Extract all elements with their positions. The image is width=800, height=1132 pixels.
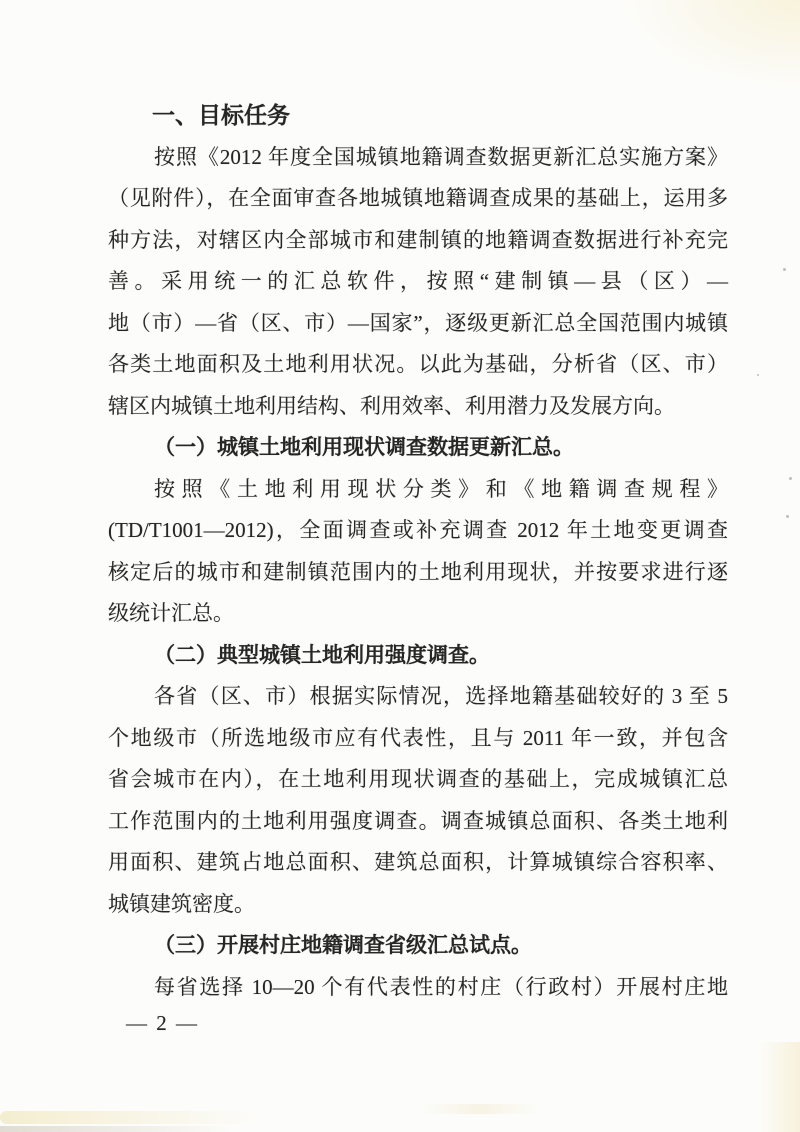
text-line: (TD/T1001—2012)，全面调查或补充调查 2012 年土地变更调查 <box>108 518 728 542</box>
subsection-heading: （一）城镇土地利用现状调查数据更新汇总。 <box>154 435 574 459</box>
text-line: 善。采用统一的汇总软件，按照“建制镇—县（区）— <box>108 269 728 293</box>
subsection-heading: （三）开展村庄地籍调查省级汇总试点。 <box>154 933 532 957</box>
text-line: 级统计汇总。 <box>108 601 234 625</box>
text-line: 各省（区、市）根据实际情况，选择地籍基础较好的 3 至 5 <box>154 684 728 708</box>
text-line: 个地级市（所选地级市应有代表性，且与 2011 年一致，并包含 <box>108 725 728 750</box>
text-line: 核定后的城市和建制镇范围内的土地利用现状，并按要求进行逐 <box>108 559 728 584</box>
text-line: 种方法，对辖区内全部城市和建制镇的地籍调查数据进行补充完 <box>108 227 728 252</box>
scan-artifact-bottom-edge <box>0 1126 235 1132</box>
text-line: 按照《土地利用现状分类》和《地籍调查规程》 <box>154 476 728 501</box>
text-line: 用面积、建筑占地总面积、建筑总面积，计算城镇综合容积率、 <box>108 850 728 874</box>
scan-speck <box>757 374 759 376</box>
text-line: 城镇建筑密度。 <box>108 891 255 916</box>
scan-artifact-top-right <box>620 0 800 90</box>
text-line: （见附件），在全面审查各地城镇地籍调查成果的基础上，运用多 <box>108 186 728 210</box>
scan-speck <box>789 477 792 480</box>
text-line: 每省选择 10—20 个有代表性的村庄（行政村）开展村庄地 <box>154 974 728 999</box>
document-body <box>108 95 728 1008</box>
scan-speck <box>783 268 786 271</box>
text-line: 各类土地面积及土地利用状况。以此为基础，分析省（区、市） <box>108 352 728 376</box>
text-line: 工作范围内的土地利用强度调查。调查城镇总面积、各类土地利 <box>108 808 728 833</box>
scan-artifact-bottom-middle <box>420 1104 540 1114</box>
page-number: — 2 — <box>126 1011 199 1035</box>
subsection-heading: （二）典型城镇土地利用强度调查。 <box>154 642 490 667</box>
scan-artifact-bottom-right <box>758 1042 800 1132</box>
scan-speck <box>786 515 789 518</box>
text-line: 省会城市在内），在土地利用现状调查的基础上，完成城镇汇总 <box>108 767 728 791</box>
text-line: 地（市）—省（区、市）—国家”，逐级更新汇总全国范围内城镇 <box>108 310 728 335</box>
text-line: 辖区内城镇土地利用结构、利用效率、利用潜力及发展方向。 <box>108 393 675 418</box>
text-line: 按照《2012 年度全国城镇地籍调查数据更新汇总实施方案》 <box>154 144 728 169</box>
scan-artifact-bottom-left <box>0 1111 260 1124</box>
section-heading: 一、目标任务 <box>152 103 290 128</box>
